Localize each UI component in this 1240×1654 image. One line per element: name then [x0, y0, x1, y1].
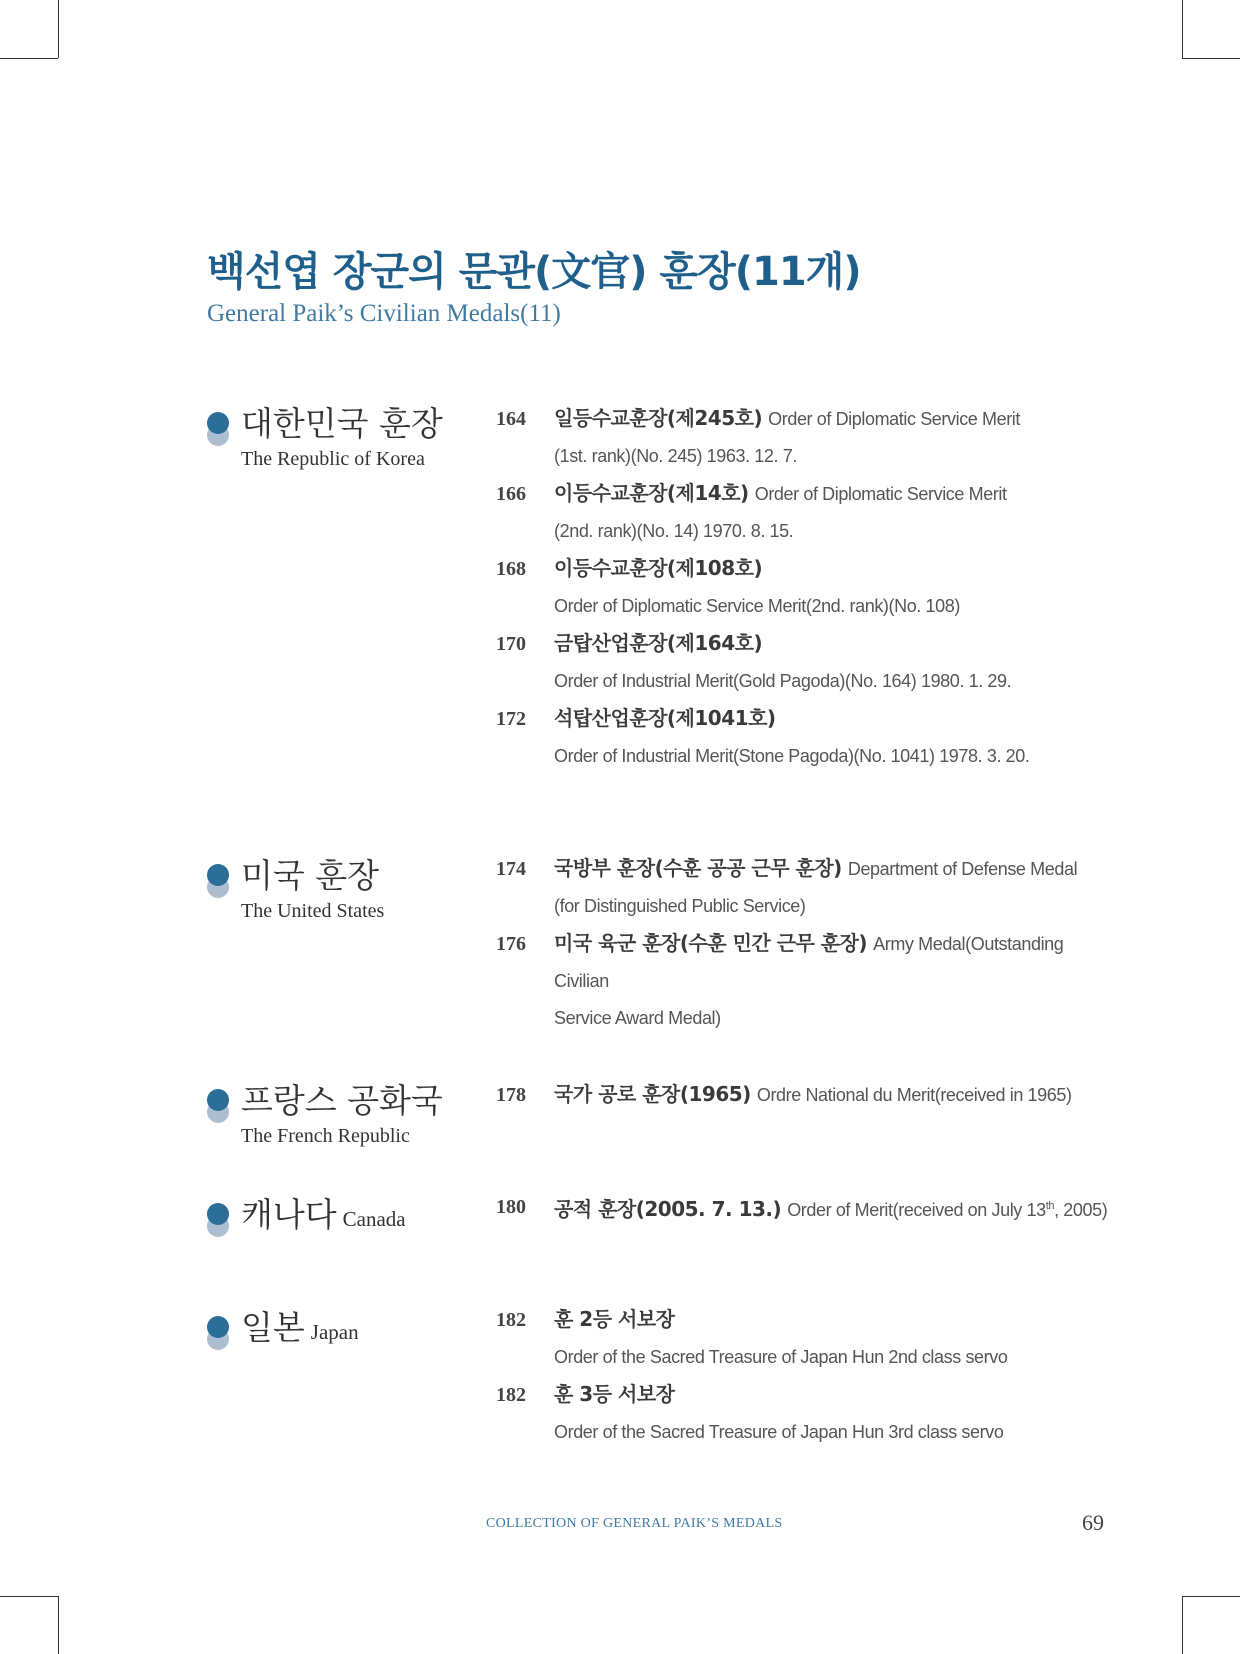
page-title: 백선엽 장군의 문관(文官) 훈장(11개): [207, 249, 861, 295]
medal-detail-en: (2nd. rank)(No. 14) 1970. 8. 15.: [554, 521, 794, 541]
crop-mark-bottom-left-h: [0, 1596, 58, 1597]
medal-name-ko: 금탑산업훈장(제164호): [554, 631, 763, 655]
footer-collection-title: COLLECTION OF GENERAL PAIK’S MEDALS: [486, 1516, 783, 1531]
page-reference: 176: [496, 933, 526, 955]
medal-detail-en: Order of the Sacred Treasure of Japan Hun 2nd class servo: [554, 1347, 1008, 1367]
medal-name-ko: 국가 공로 훈장(1965): [554, 1082, 751, 1106]
medal-name-ko: 미국 육군 훈장(수훈 민간 근무 훈장): [554, 931, 868, 955]
medal-description: [554, 925, 1114, 1037]
medal-description: [554, 475, 1114, 550]
country-name-en: The United States: [241, 900, 385, 922]
country-name-en: Canada: [342, 1207, 406, 1231]
page-reference: 170: [496, 633, 526, 655]
medal-detail-en: Order of Industrial Merit(Stone Pagoda)(No. 1041) 1978. 3. 20.: [554, 746, 1030, 766]
footer-page-number: 69: [1082, 1510, 1104, 1535]
medal-name-ko: 이등수교훈장(제108호): [554, 556, 763, 580]
medal-name-ko: 국방부 훈장(수훈 공공 근무 훈장): [554, 856, 842, 880]
crop-mark-bottom-left-v: [58, 1596, 59, 1654]
page-header: [207, 248, 861, 328]
medal-name-ko: 일등수교훈장(제245호): [554, 406, 763, 430]
crop-mark-bottom-right-v: [1182, 1596, 1183, 1654]
bullet-icon: [207, 864, 229, 898]
bullet-icon: [207, 1203, 229, 1237]
medal-name-en: Order of Diplomatic Service Merit: [754, 484, 1007, 504]
medal-description: [554, 400, 1114, 475]
medal-detail-en: Service Award Medal): [554, 1008, 721, 1028]
medal-name-en: Department of Defense Medal: [847, 859, 1078, 879]
page-reference: 174: [496, 858, 526, 880]
country-name-en: The French Republic: [241, 1125, 410, 1147]
medal-description: [554, 1076, 1114, 1114]
country-name-ko: [241, 1308, 359, 1352]
bullet-icon: [207, 1316, 229, 1350]
country-name-en: The Republic of Korea: [241, 448, 425, 470]
country-name-ko-text: 일본: [241, 1308, 305, 1347]
country-name-ko: [241, 1195, 406, 1239]
medal-name-ko: 훈 2등 서보장: [554, 1307, 675, 1331]
medal-name-en-tail: , 2005): [1054, 1200, 1108, 1220]
page-reference: 166: [496, 483, 526, 505]
medal-detail-en: Order of Industrial Merit(Gold Pagoda)(No. 164) 1980. 1. 29.: [554, 671, 1012, 691]
crop-mark-top-left-v: [58, 0, 59, 58]
medal-description: [554, 1301, 1114, 1376]
crop-mark-top-right-h: [1182, 58, 1240, 59]
country-name-ko: 대한민국 훈장: [241, 404, 443, 443]
medal-detail-en: Order of the Sacred Treasure of Japan Hun 3rd class servo: [554, 1422, 1004, 1442]
page-reference: 164: [496, 408, 526, 430]
medal-name-ko: 석탑산업훈장(제1041호): [554, 706, 776, 730]
page-reference: 182: [496, 1309, 526, 1331]
medal-description: [554, 1188, 1114, 1229]
ordinal-suffix: th: [1045, 1200, 1055, 1212]
medal-description: [554, 625, 1114, 700]
medal-name-ko: 공적 훈장(2005. 7. 13.): [554, 1197, 782, 1221]
medal-detail-en: (1st. rank)(No. 245) 1963. 12. 7.: [554, 446, 797, 466]
medal-description: [554, 850, 1114, 925]
country-name-ko: 프랑스 공화국: [241, 1081, 443, 1120]
page-reference: 168: [496, 558, 526, 580]
medal-name-en: Army Medal(Outstanding Civilian: [554, 934, 1064, 991]
medal-description: [554, 550, 1114, 625]
page-subtitle: General Paik’s Civilian Medals(11): [207, 300, 561, 327]
medal-description: [554, 700, 1114, 775]
page-reference: 180: [496, 1196, 526, 1218]
bullet-icon: [207, 1089, 229, 1123]
medal-name-ko: 훈 3등 서보장: [554, 1382, 675, 1406]
country-name-en: Japan: [310, 1320, 359, 1344]
medal-name-en: Order of Diplomatic Service Merit: [768, 409, 1021, 429]
medal-name-en: [787, 1200, 1107, 1220]
page-reference: 172: [496, 708, 526, 730]
medal-name-ko: 이등수교훈장(제14호): [554, 481, 749, 505]
medal-detail-en: (for Distinguished Public Service): [554, 896, 806, 916]
medal-description: [554, 1376, 1114, 1451]
country-name-ko: 미국 훈장: [241, 856, 380, 895]
crop-mark-bottom-right-h: [1182, 1596, 1240, 1597]
medal-name-en-text: Order of Merit(received on July 13: [787, 1200, 1046, 1220]
page-reference: 182: [496, 1384, 526, 1406]
country-name-ko-text: 캐나다: [241, 1195, 337, 1234]
medal-detail-en: Order of Diplomatic Service Merit(2nd. rank)(No. 108): [554, 596, 960, 616]
crop-mark-top-right-v: [1182, 0, 1183, 58]
crop-mark-top-left-h: [0, 58, 58, 59]
medal-name-en: Ordre National du Merit(received in 1965): [756, 1085, 1072, 1105]
page-reference: 178: [496, 1084, 526, 1106]
bullet-icon: [207, 412, 229, 446]
